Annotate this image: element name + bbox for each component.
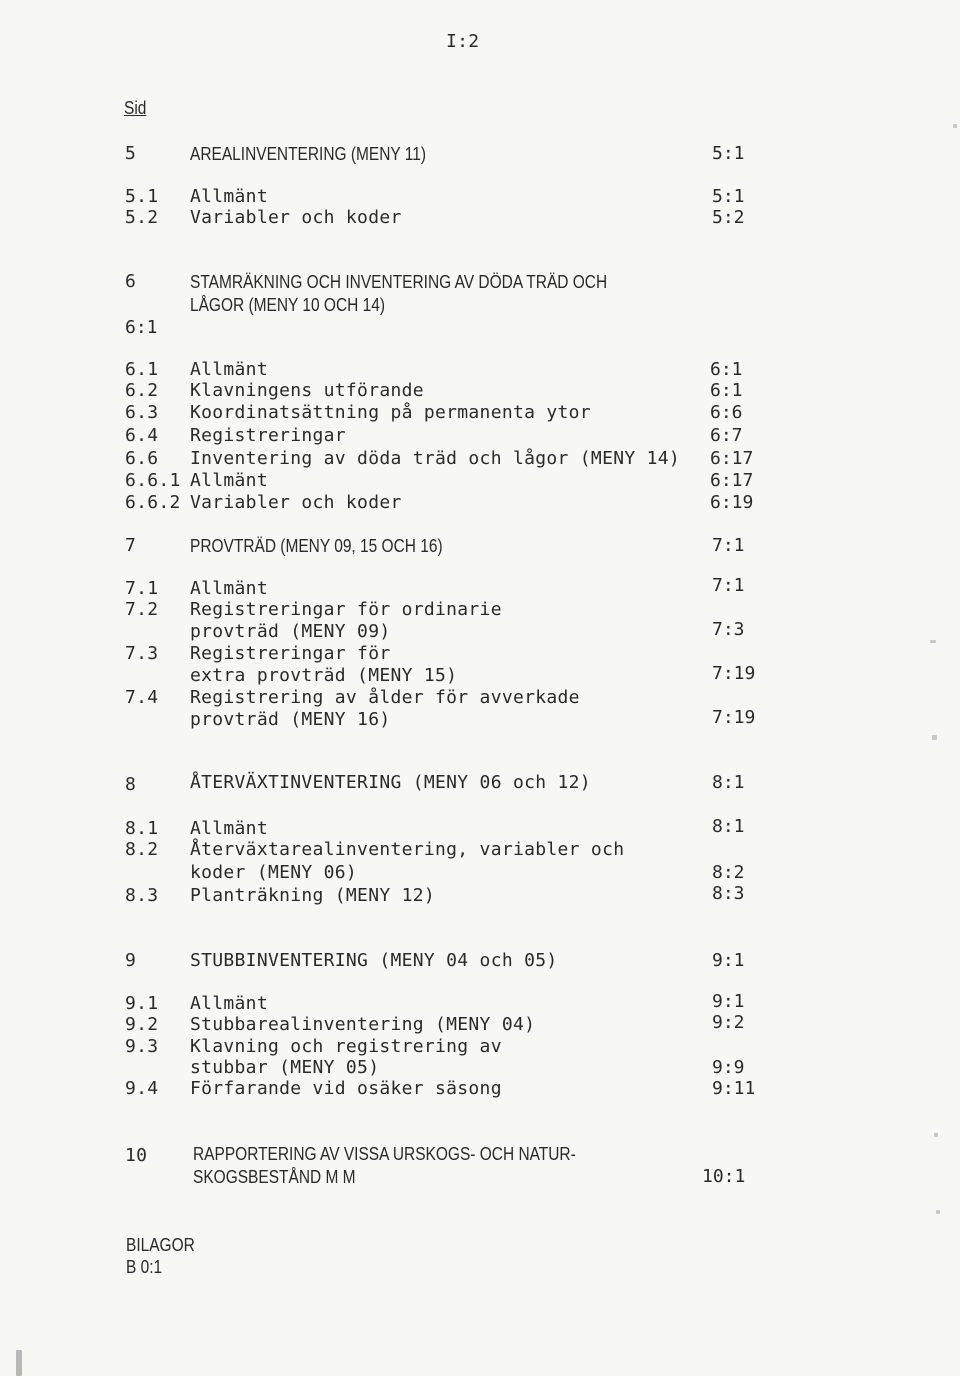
- toc-title-line2: SKOGSBESTÅND M M: [193, 1167, 356, 1187]
- toc-num: 5.1: [125, 186, 159, 207]
- toc-title: Allmänt: [190, 359, 268, 380]
- toc-title-line1: Registreringar för ordinarie: [190, 599, 502, 620]
- toc-page: 9:1: [712, 991, 745, 1012]
- toc-page: 6:17: [710, 470, 754, 491]
- toc-num: 6.1: [125, 359, 159, 380]
- toc-title-line2: LÅGOR (MENY 10 OCH 14): [190, 295, 385, 315]
- toc-page: 6:6: [710, 402, 743, 423]
- toc-num: 10: [125, 1145, 148, 1166]
- scan-speck: [936, 1210, 940, 1214]
- toc-page: 9:9: [712, 1057, 745, 1078]
- toc-title-line2: provträd (MENY 16): [190, 709, 391, 730]
- toc-page: 8:2: [712, 862, 745, 883]
- toc-page: 9:1: [712, 950, 745, 971]
- toc-title: Allmänt: [190, 818, 268, 839]
- toc-num: 7.2: [125, 599, 159, 620]
- toc-page: 6:7: [710, 425, 743, 446]
- toc-title: Förfarande vid osäker säsong: [190, 1078, 502, 1099]
- toc-num: 7.4: [125, 687, 159, 708]
- toc-page: 7:1: [712, 575, 745, 596]
- toc-title-line1: RAPPORTERING AV VISSA URSKOGS- OCH NATUR-: [193, 1144, 576, 1164]
- appendix-title: BILAGOR: [126, 1235, 195, 1255]
- toc-title: Variabler och koder: [190, 207, 402, 228]
- toc-title: Klavningens utförande: [190, 380, 424, 401]
- toc-title: Allmänt: [190, 186, 268, 207]
- appendix-item: B 0:1: [126, 1257, 163, 1277]
- toc-num: 8.1: [125, 818, 159, 839]
- toc-title: Allmänt: [190, 993, 268, 1014]
- toc-page: 7:1: [712, 535, 745, 556]
- toc-page: 8:1: [712, 772, 745, 793]
- toc-title: STUBBINVENTERING (MENY 04 och 05): [190, 950, 558, 971]
- toc-num: 6.6.1: [125, 470, 181, 491]
- toc-page: 5:2: [712, 207, 745, 228]
- toc-title-line2: provträd (MENY 09): [190, 621, 391, 642]
- toc-page: 6:17: [710, 448, 754, 469]
- toc-title: Koordinatsättning på permanenta ytor: [190, 402, 591, 423]
- toc-page: 8:3: [712, 883, 745, 904]
- toc-page: 8:1: [712, 816, 745, 837]
- toc-num: 6.2: [125, 380, 159, 401]
- toc-title-line1: Återväxtarealinventering, variabler och: [190, 839, 625, 860]
- toc-num: 9.3: [125, 1036, 159, 1057]
- toc-page: 6:1: [710, 359, 743, 380]
- scan-speck: [932, 735, 937, 740]
- toc-title-line2: stubbar (MENY 05): [190, 1057, 380, 1078]
- toc-num: 6: [125, 271, 137, 292]
- toc-num: 6.4: [125, 425, 159, 446]
- toc-title: Variabler och koder: [190, 492, 402, 513]
- toc-num: 9.1: [125, 993, 159, 1014]
- scan-edge-mark: [16, 1350, 22, 1376]
- toc-page: 9:11: [712, 1078, 756, 1099]
- toc-num: 9: [125, 950, 137, 971]
- toc-num: 7.3: [125, 643, 159, 664]
- toc-num: 7: [125, 535, 137, 556]
- toc-num: 8: [125, 774, 137, 795]
- toc-page: 6:19: [710, 492, 754, 513]
- toc-page: 7:19: [712, 707, 756, 728]
- toc-num: 7.1: [125, 578, 159, 599]
- toc-num: 6.3: [125, 402, 159, 423]
- toc-page: 5:1: [712, 186, 745, 207]
- toc-num: 5.2: [125, 207, 159, 228]
- toc-title: Registreringar: [190, 425, 346, 446]
- toc-page: 9:2: [712, 1012, 745, 1033]
- toc-num: 8.3: [125, 885, 159, 906]
- toc-num: 9.4: [125, 1078, 159, 1099]
- toc-page: 6:1: [125, 317, 158, 338]
- toc-title-line2: extra provträd (MENY 15): [190, 665, 458, 686]
- toc-page: 6:1: [710, 380, 743, 401]
- toc-num: 6.6.2: [125, 492, 181, 513]
- column-header-sid: Sid: [124, 98, 147, 118]
- toc-title: PROVTRÄD (MENY 09, 15 OCH 16): [190, 536, 443, 556]
- page-number: I:2: [446, 31, 480, 52]
- toc-page: 7:3: [712, 619, 745, 640]
- toc-page: 10:1: [702, 1166, 746, 1187]
- scan-speck: [930, 640, 936, 643]
- toc-page: 5:1: [712, 143, 745, 164]
- toc-title: Allmänt: [190, 578, 268, 599]
- toc-title: Allmänt: [190, 470, 268, 491]
- scan-speck: [953, 124, 957, 128]
- toc-title: ÅTERVÄXTINVENTERING (MENY 06 och 12): [190, 772, 591, 793]
- toc-num: 5: [125, 143, 137, 164]
- toc-title-line1: Klavning och registrering av: [190, 1036, 502, 1057]
- toc-title-line1: Registreringar för: [190, 643, 391, 664]
- toc-title-line1: Registrering av ålder för avverkade: [190, 687, 580, 708]
- toc-title: Inventering av döda träd och lågor (MENY 14): [190, 448, 681, 469]
- toc-title: AREALINVENTERING (MENY 11): [190, 144, 426, 164]
- toc-num: 8.2: [125, 839, 159, 860]
- toc-title-line2: koder (MENY 06): [190, 862, 358, 883]
- toc-title-line1: STAMRÄKNING OCH INVENTERING AV DÖDA TRÄD OCH: [190, 272, 608, 292]
- toc-page: 7:19: [712, 663, 756, 684]
- toc-title: Stubbarealinventering (MENY 04): [190, 1014, 536, 1035]
- scan-speck: [934, 1133, 938, 1137]
- toc-num: 6.6: [125, 448, 159, 469]
- toc-num: 9.2: [125, 1014, 159, 1035]
- toc-title: Planträkning (MENY 12): [190, 885, 436, 906]
